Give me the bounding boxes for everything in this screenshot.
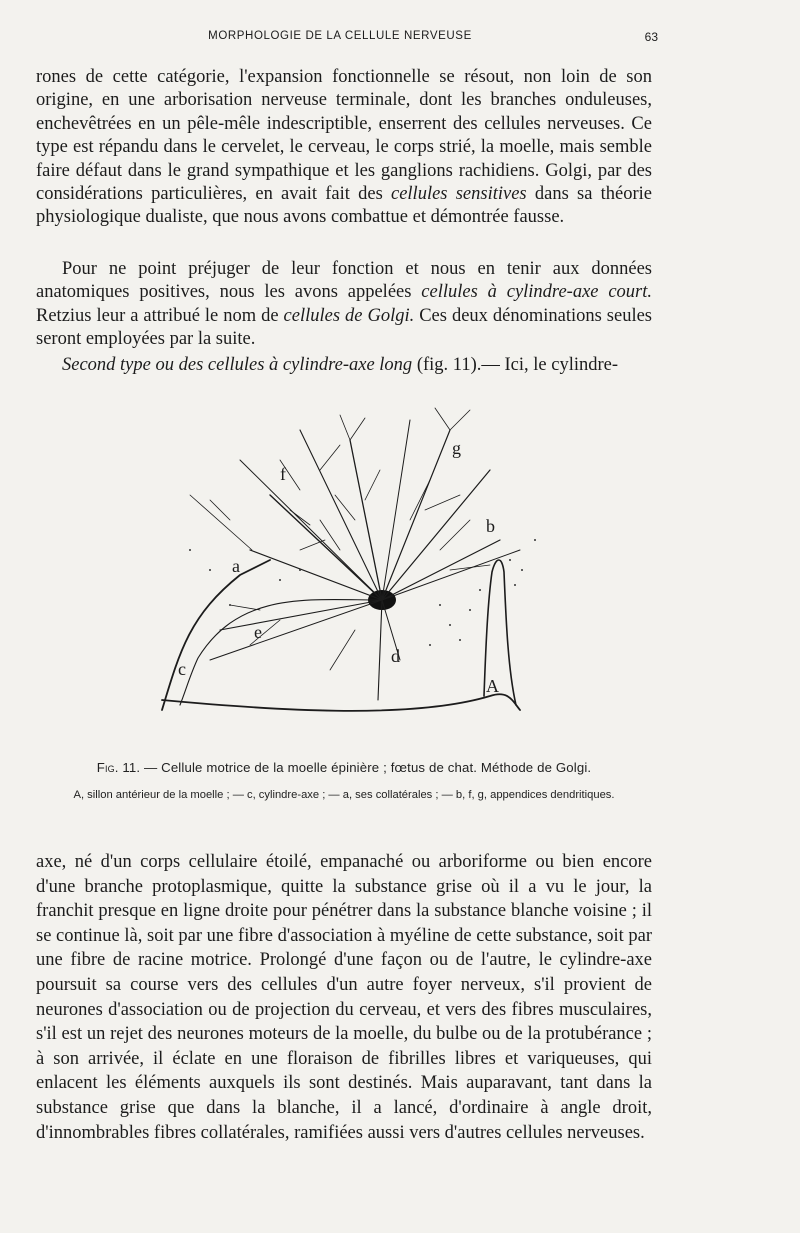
figure-label-b: b — [486, 516, 495, 536]
paragraph-2-text-b: Retzius leur a attribué le nom de — [36, 305, 284, 326]
paragraph-3 — [36, 354, 652, 377]
figure-label-d: d — [391, 646, 400, 666]
figure-label-A: A — [486, 676, 499, 696]
figure-label-e: e — [254, 622, 262, 642]
figure-caption — [36, 760, 652, 775]
paragraph-2-emphasis-2: cellules de Golgi. — [283, 305, 415, 326]
figure-label-g: g — [452, 438, 461, 458]
figure-label-c: c — [178, 659, 186, 679]
page-number: 63 — [644, 30, 658, 44]
running-title: MORPHOLOGIE DE LA CELLULE NERVEUSE — [208, 30, 472, 42]
figure-caption-text: — Cellule motrice de la moelle épinière ; fœtus de chat. Méthode de Golgi. — [140, 760, 592, 775]
figure-legend: A, sillon antérieur de la moelle ; — c, cylindre-axe ; — a, ses collatérales ; — b, f, g, appendices dendritiques. — [73, 789, 615, 801]
paragraph-2-text-a: Pour ne point préjuger de leur fonction et nous en tenir aux données anatomiques positives, nous les avons appelées — [36, 259, 652, 303]
paragraph-1 — [36, 66, 652, 230]
paragraph-2 — [36, 258, 652, 352]
figure-11-illustration — [150, 400, 540, 740]
paragraph-1-text-a: rones de cette catégorie, l'expansion fonctionnelle se résout, non loin de son origine, en une arborisation nerveuse terminale, dont les branches onduleuses, enchevêtrées en un pêle-mêle indescriptible, enserrent des cellules nerveuses. Ce type est répandu dans le cervelet, le cerveau, le corps strié, la moelle, mais semble faire défaut dans le grand sympathique et les ganglions rachidiens. Golgi, par des considérations particulières, en avait fait des — [36, 67, 652, 205]
paragraph-4-text: axe, né d'un corps cellulaire étoilé, empanaché ou arboriforme ou bien encore d'une branche protoplasmique, quitte la substance grise où il a vu le jour, la franchit presque en ligne droite pour pénétrer dans la substance blanche voisine ; il se continue là, soit par une fibre d'association à myéline de cette substance, soit par une fibre de racine motrice. Prolongé d'une façon ou de l'autre, le cylindre-axe poursuit sa course vers des cellules d'un autre foyer nerveux, s'il provient de neurones d'association ou de projection du cerveau, et vers des fibres musculaires, s'il est un rejet des neurones moteurs de la moelle, du bulbe ou de la protubérance ; à son arrivée, il éclate en une floraison de fibrilles libres et variqueuses, qui enlacent les éléments auxquels ils sont destinés. Mais auparavant, tant dans la substance grise que dans la blanche, il a lancé, d'ordinaire à angle droit, d'innombrables fibres collatérales, ramifiées aussi vers d'autres cellules nerveuses. — [36, 852, 652, 1143]
figure-label-f: f — [280, 464, 286, 484]
section-heading-inline: Second type ou des cellules à cylindre-axe long — [62, 355, 413, 375]
paragraph-1-text-b: dans sa théorie physiologique dualiste, que nous avons combattue et démontrée fausse. — [36, 184, 653, 228]
paragraph-2-text-c: Ces deux dénominations seules seront employées par la suite. — [36, 305, 653, 350]
paragraph-1-emphasis: cellules sensitives — [391, 184, 527, 205]
figure-label-a: a — [232, 556, 240, 576]
nerve-cell-drawing — [150, 400, 540, 740]
figure-reference: Fig. 11. — [96, 760, 141, 775]
paragraph-3-text: (fig. 11).— Ici, le cylindre- — [412, 355, 619, 375]
paragraph-4 — [36, 850, 652, 1145]
paragraph-2-emphasis-1: cellules à cylindre-axe court. — [421, 282, 653, 303]
